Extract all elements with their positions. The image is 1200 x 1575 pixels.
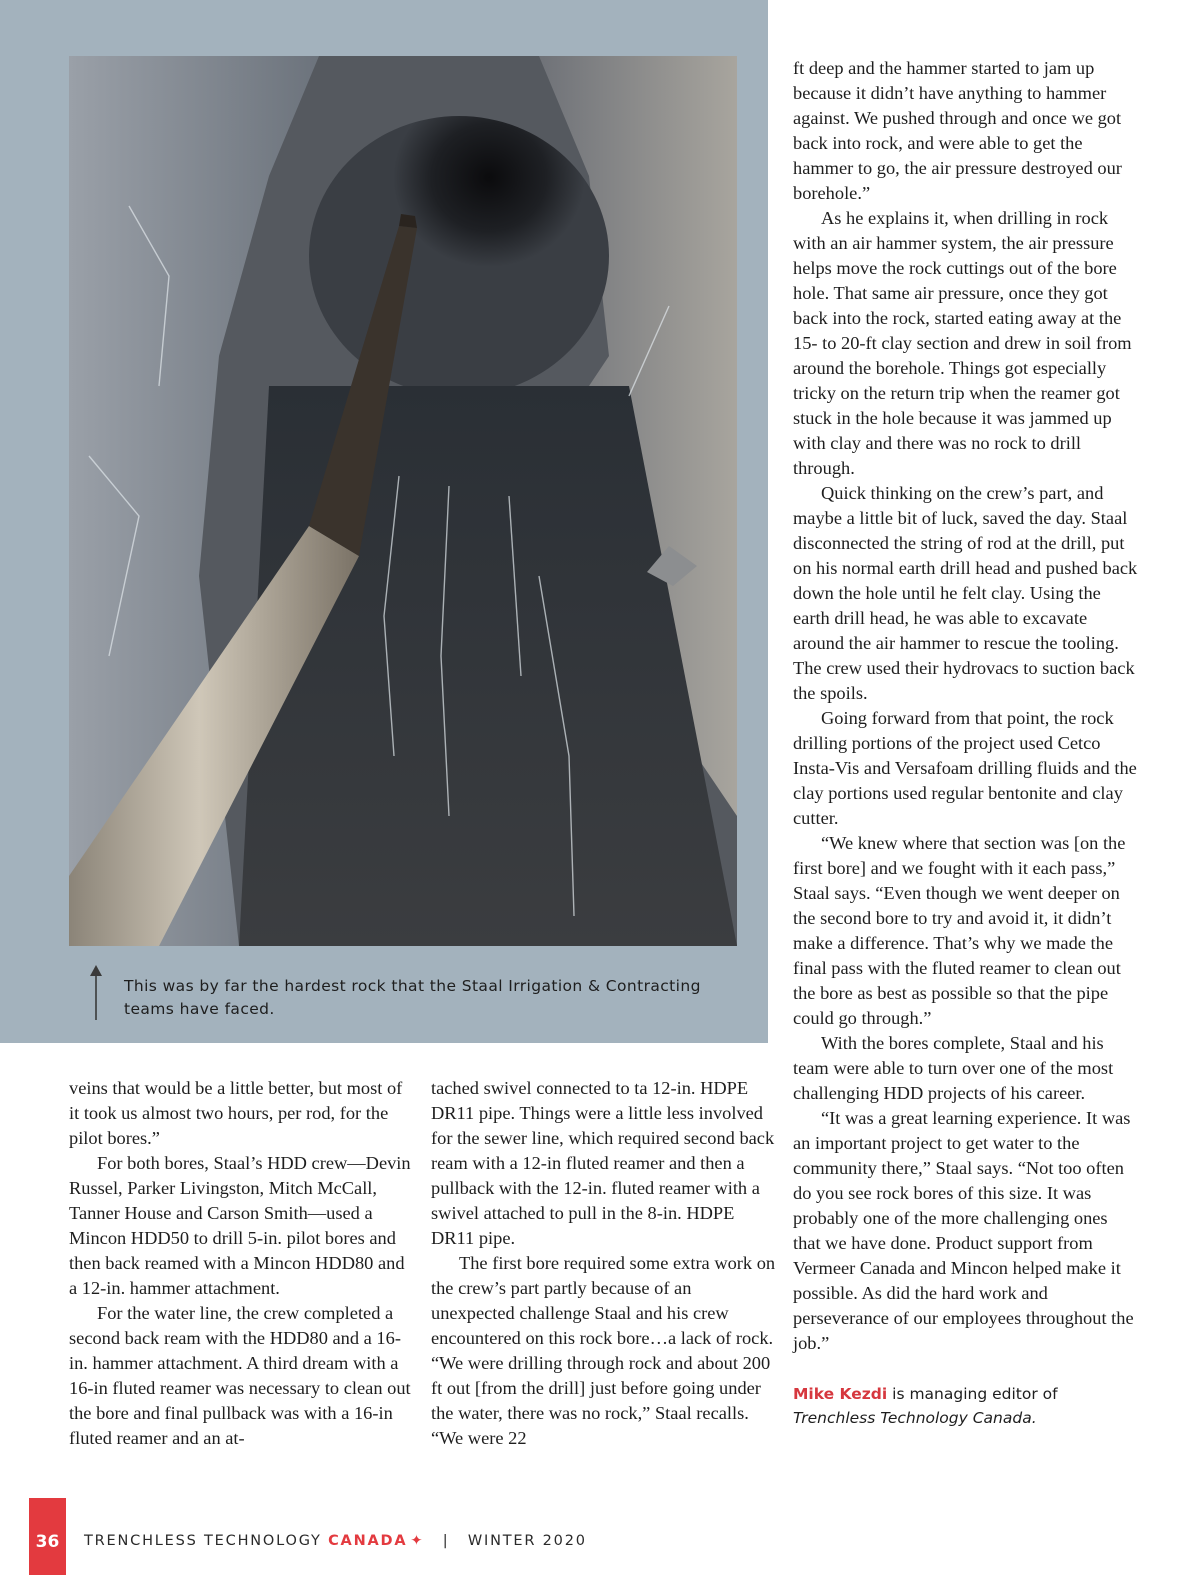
- paragraph: “It was a great learning experience. It was an important project to get water to the community there,” Staal says. “Not too often do you see rock bores of this size. It was probably one of the more challenging ones that we have done. Product support from Vermeer Canada and Mincon helped make it possible. As did the hard work and perseverance of our employees throughout the job.”: [793, 1108, 1134, 1353]
- magazine-name: TRENCHLESS TECHNOLOGY: [84, 1533, 322, 1549]
- paragraph: veins that would be a little better, but most of it took us almost two hours, per rod, for the pilot bores.”: [69, 1078, 403, 1148]
- paragraph: As he explains it, when drilling in rock with an air hammer system, the air pressure helps move the rock cuttings out of the bore hole. That same air pressure, once they got back into the rock, started eating away at the 15- to 20-ft clay section and drew in soil from around the borehole. Things got especially tricky on the return trip when the reamer got stuck in the hole because it was jammed up with clay and there was no rock to drill through.: [793, 208, 1132, 478]
- photo-panel: [0, 0, 768, 1043]
- paragraph: ft deep and the hammer started to jam up because it didn’t have anything to hammer against. We pushed through and once we got back into rock, and were able to get the hammer to go, the air pressure destroyed our borehole.”: [793, 58, 1122, 203]
- article-column-3: [793, 56, 1138, 1430]
- magazine-country: CANADA: [328, 1533, 408, 1549]
- paragraph: Quick thinking on the crew’s part, and maybe a little bit of luck, saved the day. Staal disconnected the string of rod at the drill, put on his normal earth drill head and pushed back down the hole until he felt clay. Using the earth drill head, he was able to excavate around the air hammer to rescue the tooling. The crew used their hydrovacs to suction back the spoils.: [793, 483, 1138, 703]
- author-name: Mike Kezdi: [793, 1385, 888, 1403]
- byline-text: is managing editor of: [887, 1385, 1058, 1403]
- paragraph: Going forward from that point, the rock drilling portions of the project used Cetco Insta-Vis and Versafoam drilling fluids and the clay portions used regular bentonite and clay cutter.: [793, 708, 1137, 828]
- article-column-2: [431, 1076, 776, 1451]
- tunnel-opening: [309, 116, 609, 396]
- page-number-tab: [29, 1498, 66, 1575]
- author-byline: [793, 1382, 1138, 1430]
- paragraph: With the bores complete, Staal and his team were able to turn over one of the most challenging HDD projects of his career.: [793, 1033, 1114, 1103]
- page-number: 36: [35, 1532, 60, 1552]
- photo-illustration: [69, 56, 737, 946]
- rock-bore-photo: [69, 56, 737, 946]
- maple-leaf-icon: ✦: [410, 1533, 425, 1549]
- photo-caption: This was by far the hardest rock that the Staal Irrigation & Contracting teams have faced.: [124, 977, 701, 1018]
- paragraph: For both bores, Staal’s HDD crew—Devin Russel, Parker Livingston, Mitch McCall, Tanner House and Carson Smith—used a Mincon HDD50 to drill 5-in. pilot bores and then back reamed with a Mincon HDD80 and a 12-in. hammer attachment.: [69, 1153, 411, 1298]
- paragraph: tached swivel connected to ta 12-in. HDPE DR11 pipe. Things were a little less involved for the sewer line, which required second back ream with a 12-in fluted reamer and then a pullback with the 12-in. fluted reamer with a swivel attached to pull in the 8-in. HDPE DR11 pipe.: [431, 1078, 775, 1248]
- caption-arrow-icon: [89, 964, 103, 1020]
- page-footer: [84, 1533, 587, 1553]
- article-column-1: [69, 1076, 414, 1451]
- footer-separator: |: [442, 1533, 450, 1549]
- issue-date: WINTER 2020: [467, 1533, 587, 1549]
- publication-name: Trenchless Technology Canada.: [793, 1409, 1037, 1427]
- paragraph: The first bore required some extra work on the crew’s part partly because of an unexpected challenge Staal and his crew encountered on this rock bore…a lack of rock. “We were drilling through rock and about 200 ft out [from the drill] just before going under the water, there was no rock,” Staal recalls. “We were 22: [431, 1253, 776, 1448]
- paragraph: “We knew where that section was [on the first bore] and we fought with it each pass,” Staal says. “Even though we went deeper on the second bore to try and avoid it, it didn’t make a difference. That’s why we made the final pass with the fluted reamer to clean out the bore as best as possible so that the pipe could go through.”: [793, 833, 1126, 1028]
- paragraph: For the water line, the crew completed a second back ream with the HDD80 and a 16-in. hammer attachment. A third dream with a 16-in fluted reamer was necessary to clean out the bore and final pullback was with a 16-in fluted reamer and an at-: [69, 1303, 411, 1448]
